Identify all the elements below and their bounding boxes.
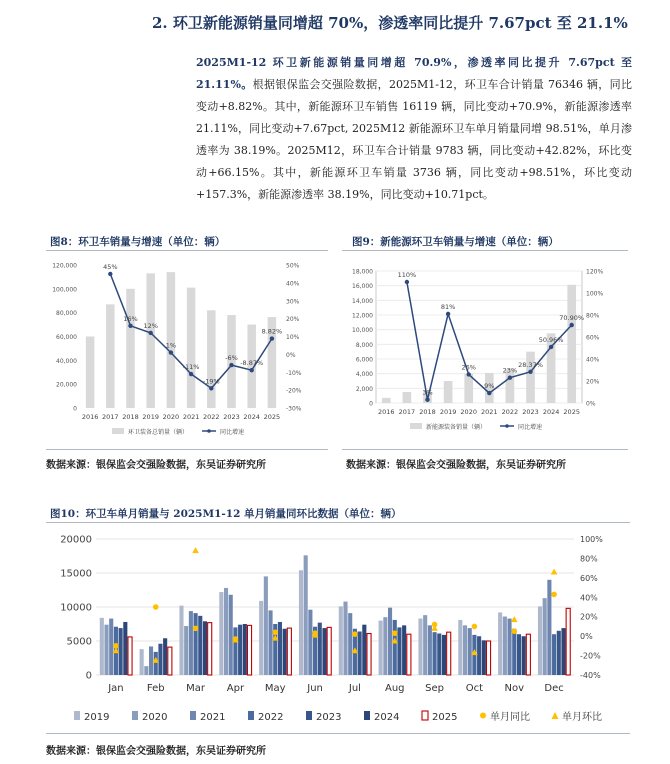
data-label: 50.96%	[538, 335, 564, 344]
y-left-tick-label: 10000	[60, 602, 92, 614]
bar-2022-Feb	[154, 652, 158, 675]
legend-label: 同比增速	[220, 429, 245, 436]
yoy-point-Jul	[352, 631, 358, 637]
bar-2021-Jul	[348, 613, 352, 675]
mom-point-May	[272, 635, 279, 641]
bar-2019-Sep	[418, 619, 422, 675]
bar-2025-Feb	[168, 647, 172, 675]
y-right-tick-label: 0%	[586, 400, 596, 408]
growth-point-2017	[108, 272, 112, 276]
bar-2016	[86, 337, 94, 409]
bar-2021-Nov	[508, 619, 512, 675]
mom-point-Oct	[471, 649, 478, 655]
legend-label: 单月同比	[490, 712, 530, 723]
y-right-tick-label: 0%	[286, 351, 296, 359]
y-left-tick-label: 0	[369, 400, 373, 408]
data-label: 1%	[165, 341, 177, 350]
x-tick-label: 2019	[439, 408, 457, 416]
yoy-point-Nov	[511, 628, 517, 634]
bar-2023-Nov	[517, 634, 521, 675]
data-label: 70.90%	[559, 314, 585, 323]
fig9-box	[342, 250, 628, 450]
growth-point-2019	[149, 331, 153, 335]
growth-point-2018	[425, 398, 429, 402]
bar-2025-Sep	[447, 632, 451, 675]
growth-point-2024	[250, 368, 254, 372]
data-label: -8.87%	[240, 359, 264, 368]
legend-label: 新能源装备销量（辆）	[426, 424, 487, 431]
y-left-tick-label: 10,000	[352, 327, 373, 335]
bar-2023-Dec	[557, 631, 561, 675]
x-tick-label: 2023	[522, 408, 539, 416]
bar-2020-Oct	[463, 625, 467, 675]
y-left-tick-label: 15000	[60, 568, 92, 580]
bar-2020-Jul	[343, 602, 347, 675]
bar-2019-Jun	[299, 570, 303, 675]
x-tick-label: 2025	[563, 408, 580, 416]
bar-2022-Nov	[512, 629, 516, 675]
y-right-tick-label: 20%	[586, 378, 600, 386]
legend-label: 环卫装备总销量（辆）	[128, 429, 189, 436]
x-tick-label: Jun	[307, 683, 323, 694]
bar-2022-Sep	[433, 632, 437, 675]
legend-label: 2022	[258, 712, 284, 723]
bar-2023-Mar	[198, 616, 202, 675]
bar-2019	[146, 273, 154, 408]
x-tick-label: 2021	[182, 413, 200, 421]
y-right-tick-label: 60%	[580, 573, 598, 583]
bar-2025-Aug	[407, 634, 411, 675]
legend-swatch-marker	[207, 429, 211, 433]
bar-2019-May	[259, 601, 263, 675]
x-tick-label: Dec	[544, 683, 564, 694]
x-tick-label: Oct	[465, 683, 484, 694]
yoy-point-Oct	[472, 624, 478, 630]
y-right-tick-label: -20%	[286, 387, 302, 395]
bar-2021-Dec	[547, 580, 551, 675]
y-left-tick-label: 12,000	[352, 312, 373, 320]
bar-2019	[444, 381, 453, 403]
bar-2023-Aug	[397, 627, 401, 675]
growth-point-2023	[229, 363, 233, 367]
bar-2020-Feb	[144, 666, 148, 675]
growth-point-2017	[405, 280, 409, 284]
data-label: 12%	[143, 321, 158, 330]
bar-2021	[187, 288, 195, 408]
legend-swatch	[480, 713, 486, 719]
fig8-box	[46, 250, 328, 450]
fig8-chart	[46, 251, 328, 449]
bar-2024-Jan	[123, 622, 127, 675]
y-right-tick-label: 80%	[586, 312, 600, 320]
bar-2023-Sep	[437, 634, 441, 675]
y-left-tick-label: 100,000	[52, 286, 77, 294]
bar-2023-Jul	[358, 631, 362, 675]
bar-2024-Aug	[402, 625, 406, 675]
y-left-tick-label: 60,000	[56, 334, 77, 341]
legend-swatch	[306, 711, 312, 720]
bar-2019-Aug	[379, 621, 383, 675]
bar-2021-Mar	[189, 611, 193, 675]
growth-point-2025	[270, 336, 274, 340]
bar-2024-Mar	[203, 621, 207, 675]
bar-2022-Dec	[552, 634, 556, 675]
bar-2024-Nov	[522, 636, 526, 675]
growth-point-2018	[128, 324, 132, 328]
y-left-tick-label: 2,000	[355, 385, 373, 393]
bar-2019-Oct	[458, 620, 462, 675]
legend-swatch	[422, 711, 428, 720]
growth-point-2021	[189, 372, 193, 376]
y-left-tick-label: 16,000	[352, 283, 373, 291]
growth-point-2021	[487, 391, 491, 395]
growth-point-2022	[508, 376, 512, 380]
bar-2025-Nov	[526, 634, 530, 675]
bar-2016	[382, 398, 391, 403]
bar-2022-Apr	[233, 627, 237, 675]
legend-label: 2021	[200, 712, 226, 723]
mom-point-Nov	[511, 616, 518, 622]
fig10-box	[46, 522, 630, 734]
y-right-tick-label: 10%	[286, 334, 300, 341]
y-right-tick-label: 0%	[580, 632, 593, 642]
y-left-tick-label: 6,000	[355, 356, 373, 364]
x-tick-label: 2023	[223, 413, 240, 421]
bar-2024-Jun	[322, 628, 326, 675]
data-label: 8.82%	[261, 327, 283, 336]
bar-2019-Apr	[219, 592, 223, 675]
bar-2025-Oct	[486, 641, 490, 675]
legend-label: 同比增速	[518, 424, 543, 431]
data-label: 110%	[397, 271, 417, 279]
mom-point-Mar	[192, 547, 199, 553]
growth-point-2020	[467, 372, 471, 376]
bar-2020-Sep	[423, 615, 427, 675]
x-tick-label: 2025	[263, 413, 281, 421]
fig8-caption: 图8：环卫车销量与增速（单位：辆）	[50, 236, 226, 248]
y-left-tick-label: 14,000	[352, 297, 373, 305]
bar-2025-Apr	[247, 625, 251, 675]
y-left-tick-label: 80,000	[56, 310, 77, 318]
bar-2020-Jun	[304, 555, 308, 675]
bar-2023-Jun	[318, 623, 322, 675]
data-label: 3%	[422, 388, 433, 397]
bar-2020-Dec	[543, 598, 547, 675]
legend-label: 2023	[316, 712, 342, 723]
data-label: 81%	[440, 302, 456, 311]
y-left-tick-label: 18,000	[352, 268, 373, 276]
data-label: 26%	[461, 363, 476, 372]
legend-swatch	[132, 711, 138, 720]
y-right-tick-label: 40%	[580, 593, 598, 603]
x-tick-label: Apr	[226, 683, 245, 694]
growth-point-2023	[528, 370, 532, 374]
x-tick-label: 2020	[460, 408, 477, 416]
legend-swatch	[248, 711, 254, 720]
bar-2024-Feb	[163, 638, 167, 675]
bar-2020-Mar	[184, 626, 188, 675]
growth-point-2020	[169, 350, 173, 354]
growth-point-2022	[209, 386, 213, 390]
bar-2022	[207, 310, 215, 408]
y-right-tick-label: 80%	[580, 554, 598, 564]
bar-2019-Jan	[100, 618, 104, 675]
fig10-source: 数据来源：银保监会交强险数据，东吴证券研究所	[46, 746, 266, 757]
paragraph-body: 根据银保监会交强险数据，2025M1-12，环卫车合计销量 76346 辆，同比变动+8.82%。其中，新能源环卫车销售 16119 辆，同比变动+70.9%，新能源渗透率 21.11%，同比变动+7.67pct, 2025M12 新能源环卫车单月销量同增 98.51%，单月渗透率为 38.19%。2025M12，环卫车合计销量 9783 辆，同比变动+42.82%，环比变动+66.15%。其中，新能源环卫车销量 3736 辆，同比变动+98.51%，环比变动+157.3%，新能源渗透率 38.19%，同比变动+10.71pct。	[196, 78, 632, 201]
yoy-point-Mar	[193, 626, 199, 632]
bar-2023-Apr	[238, 625, 242, 675]
y-right-tick-label: 50%	[286, 262, 300, 270]
bar-2018	[126, 289, 134, 408]
bar-2023-Feb	[158, 644, 162, 675]
data-label: 45%	[103, 262, 118, 271]
bar-2021-May	[269, 610, 273, 675]
y-right-tick-label: 60%	[586, 334, 600, 342]
fig8-source: 数据来源：银保监会交强险数据，东吴证券研究所	[46, 460, 266, 471]
bar-2024-Apr	[243, 624, 247, 675]
y-right-tick-label: 40%	[286, 280, 300, 288]
bar-2025-Mar	[208, 623, 212, 675]
legend-label: 2024	[374, 712, 400, 723]
x-tick-label: 2022	[501, 408, 519, 416]
fig10-chart	[46, 523, 630, 733]
bar-2024-Oct	[482, 640, 486, 675]
yoy-point-Dec	[551, 592, 557, 598]
y-left-tick-label: 120,000	[52, 262, 77, 270]
y-left-tick-label: 20,000	[56, 381, 77, 389]
bar-2020-Jan	[104, 625, 108, 675]
x-tick-label: Feb	[146, 683, 165, 694]
body-paragraph	[196, 52, 632, 206]
fig9-caption: 图9：新能源环卫车销量与增速（单位：辆）	[352, 236, 559, 248]
bar-2020-Nov	[503, 617, 507, 675]
y-right-tick-label: 20%	[286, 316, 300, 324]
bar-2024-May	[283, 629, 287, 675]
legend-swatch-bar	[410, 423, 422, 429]
bar-2021-Apr	[229, 595, 233, 675]
legend-swatch	[190, 711, 196, 720]
y-right-tick-label: 100%	[586, 290, 604, 298]
legend-swatch	[364, 711, 370, 720]
x-tick-label: 2017	[102, 413, 119, 421]
y-left-tick-label: 8,000	[355, 341, 373, 349]
bar-2019-Feb	[140, 649, 144, 675]
data-label: 9%	[484, 382, 495, 391]
bar-2020-Apr	[224, 588, 228, 675]
x-tick-label: 2018	[419, 408, 436, 416]
data-label: 23%	[502, 366, 518, 375]
x-tick-label: 2022	[203, 413, 220, 421]
y-right-tick-label: 120%	[586, 268, 604, 276]
x-tick-label: 2021	[481, 408, 498, 416]
bar-2017	[403, 392, 412, 403]
y-right-tick-label: -20%	[580, 651, 601, 661]
y-left-tick-label: 0	[73, 405, 77, 413]
bar-2025-Jun	[327, 627, 331, 675]
bar-2019-Jul	[339, 606, 343, 675]
bar-2023-May	[278, 622, 282, 675]
bar-2021-Jan	[109, 619, 113, 675]
bar-2019-Nov	[498, 612, 502, 675]
y-left-tick-label: 5000	[66, 636, 92, 648]
bar-2025-Dec	[566, 608, 570, 675]
mom-point-Dec	[551, 569, 558, 575]
growth-point-2024	[549, 345, 553, 349]
bar-2025-Jan	[128, 637, 132, 675]
fig9-source: 数据来源：银保监会交强险数据，东吴证券研究所	[346, 460, 566, 471]
y-right-tick-label: -40%	[580, 671, 601, 680]
x-tick-label: Sep	[425, 683, 445, 694]
legend-label: 单月环比	[562, 712, 602, 723]
y-right-tick-label: 20%	[580, 612, 598, 622]
section-title: 2. 环卫新能源销量同增超 70%，渗透率同比提升 7.67pct 至 21.1%	[152, 14, 628, 32]
data-label: -11%	[182, 363, 200, 372]
bar-2024-Sep	[442, 635, 446, 675]
x-tick-label: Nov	[504, 683, 525, 694]
data-label: -19%	[202, 377, 220, 386]
y-right-tick-label: -10%	[286, 369, 302, 377]
y-right-tick-label: 30%	[286, 298, 300, 306]
x-tick-label: 2018	[122, 413, 139, 421]
yoy-point-Feb	[153, 604, 159, 610]
x-tick-label: Aug	[384, 683, 405, 694]
legend-swatch-marker	[505, 424, 509, 428]
legend-label: 2020	[142, 712, 168, 723]
bar-2021-Sep	[428, 625, 432, 675]
bar-2021-Aug	[388, 608, 392, 675]
bar-2017	[106, 304, 114, 408]
y-right-tick-label: -30%	[286, 405, 302, 413]
bar-2020-May	[264, 576, 268, 675]
bar-2023-Jan	[119, 628, 123, 675]
data-label: 28.37%	[518, 360, 543, 369]
y-left-tick-label: 20000	[60, 534, 92, 546]
data-label: 16%	[123, 314, 138, 323]
bar-2020-Aug	[383, 617, 387, 675]
bar-2024-Jul	[362, 625, 366, 675]
bar-2025-Jul	[367, 634, 371, 675]
bar-2024-Dec	[561, 628, 565, 675]
x-tick-label: 2024	[542, 408, 560, 416]
bar-2022-Aug	[393, 620, 397, 675]
x-tick-label: 2019	[142, 413, 159, 421]
bar-2023-Oct	[477, 636, 481, 675]
mom-point-Jul	[352, 647, 359, 653]
bar-2022-Mar	[194, 613, 198, 675]
y-right-tick-label: 100%	[580, 535, 603, 544]
bar-2023	[526, 352, 535, 403]
growth-point-2019	[446, 312, 450, 316]
y-right-tick-label: 40%	[586, 356, 600, 364]
legend-swatch-bar	[112, 428, 124, 434]
x-tick-label: 2016	[81, 413, 99, 421]
fig9-chart	[342, 251, 628, 449]
legend-label: 2019	[84, 712, 110, 723]
bar-2019-Dec	[538, 606, 542, 675]
growth-point-2025	[570, 323, 574, 327]
data-label: -6%	[225, 354, 238, 363]
paragraph-lead: 2025M1-12 环卫新能源销量同增超 70.9%，渗透率同比提升 7.67pct 至 21.11%。	[196, 56, 632, 91]
x-tick-label: 2016	[378, 408, 395, 416]
y-left-tick-label: 0	[85, 670, 92, 682]
x-tick-label: Mar	[186, 683, 206, 694]
y-left-tick-label: 4,000	[355, 371, 373, 379]
bar-2020	[167, 272, 175, 408]
x-tick-label: Jan	[108, 683, 124, 694]
mom-point-Jan	[113, 647, 120, 653]
bar-2021-Jun	[308, 610, 312, 675]
x-tick-label: 2020	[162, 413, 180, 421]
legend-label: 2025	[432, 712, 458, 723]
mom-point-Feb	[152, 657, 159, 663]
yoy-point-Aug	[392, 630, 398, 636]
bar-2019-Mar	[179, 606, 183, 675]
bar-2021-Oct	[468, 628, 472, 675]
legend-swatch	[552, 712, 559, 719]
x-tick-label: 2024	[243, 413, 260, 421]
y-left-tick-label: 40,000	[56, 357, 77, 365]
bar-2021-Feb	[149, 646, 153, 675]
x-tick-label: Jul	[348, 683, 361, 694]
bar-2025-May	[287, 628, 291, 675]
fig10-caption: 图10：环卫车单月销量与 2025M1-12 单月销量同环比数据（单位：辆）	[50, 508, 402, 520]
x-tick-label: 2017	[398, 408, 416, 416]
x-tick-label: May	[264, 683, 286, 694]
legend-swatch	[74, 711, 80, 720]
bar-2025	[567, 285, 576, 403]
yoy-point-May	[272, 629, 278, 635]
